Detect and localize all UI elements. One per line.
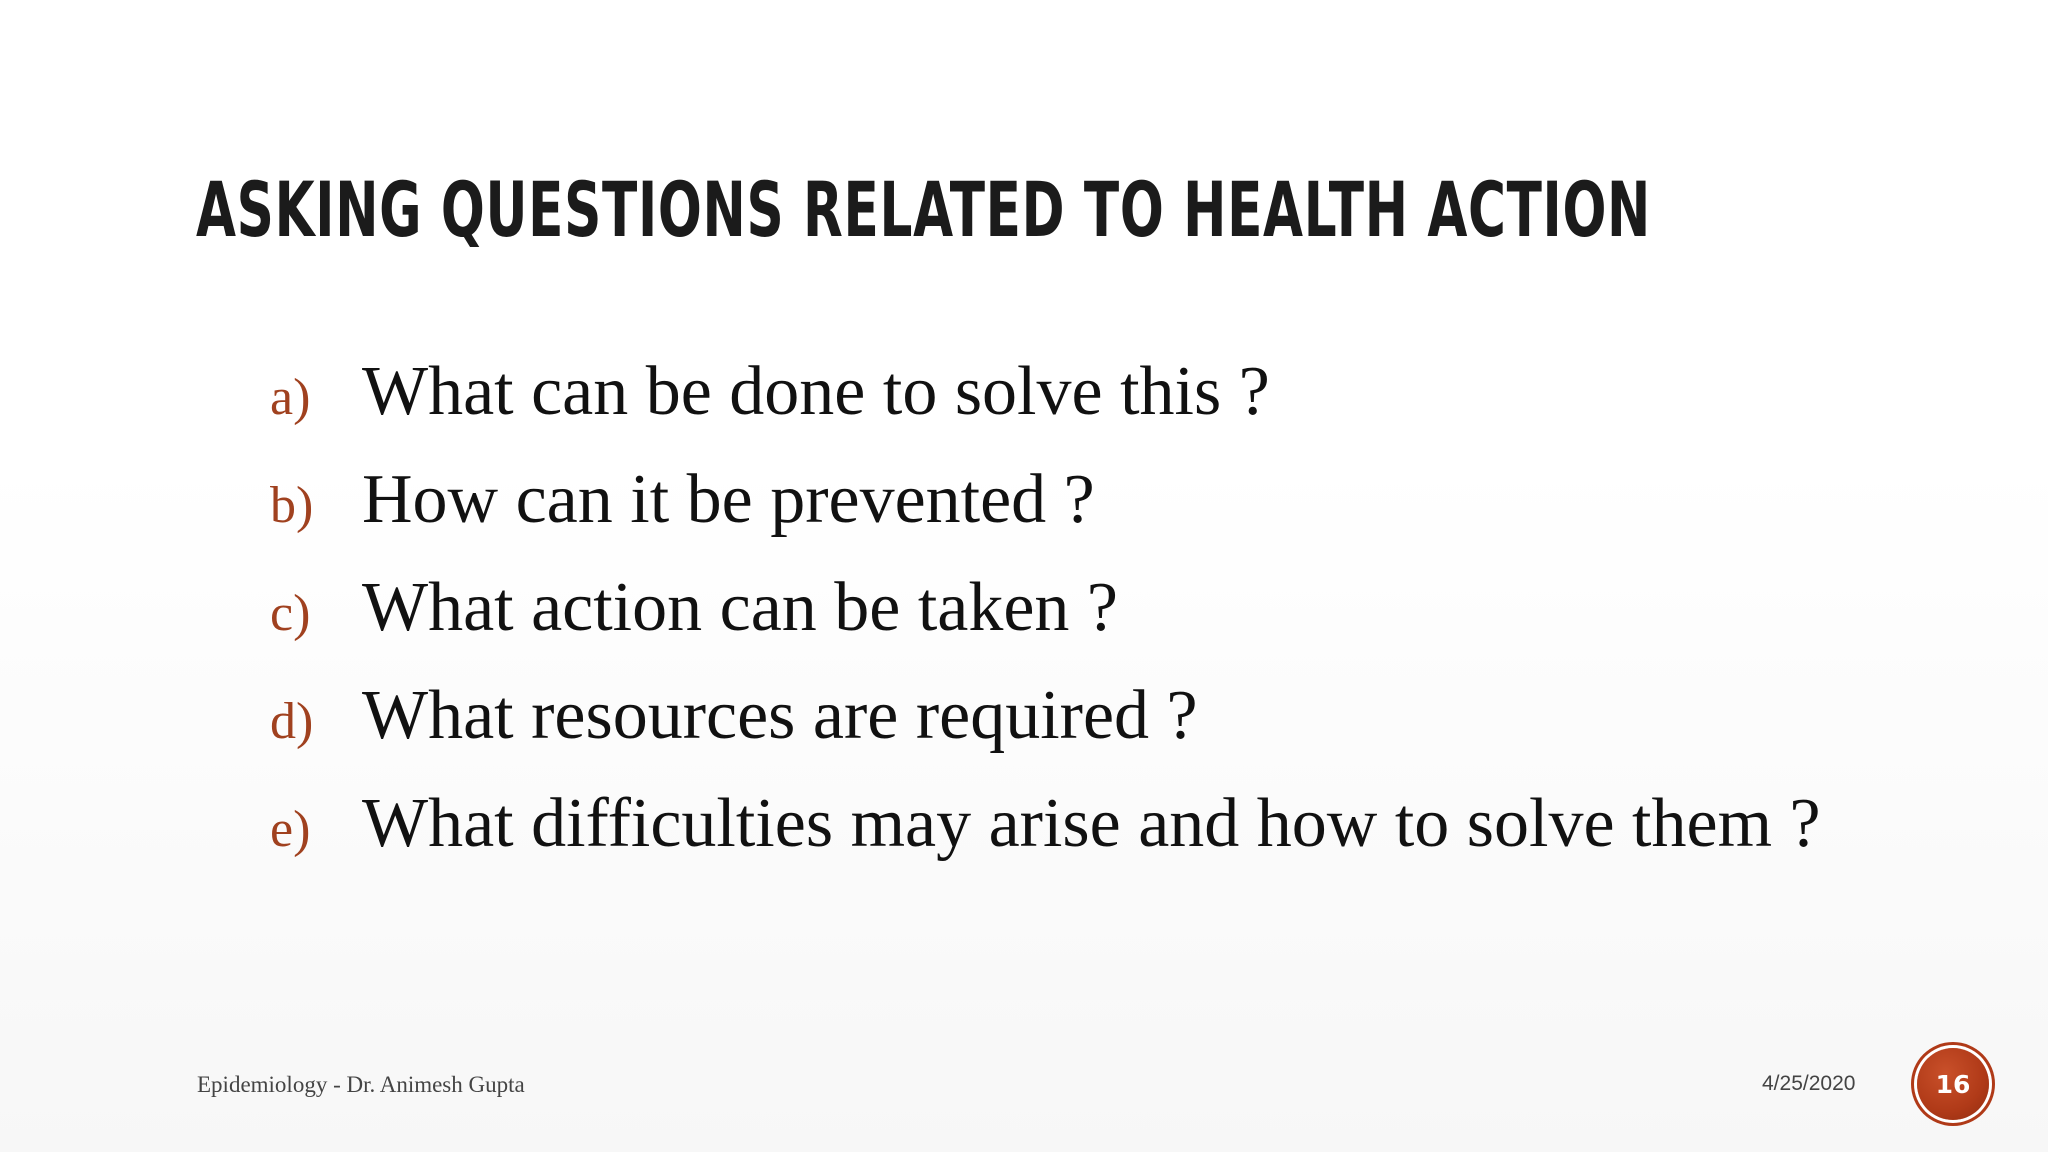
list-item (270, 676, 1970, 784)
list-item-text: What can be done to solve this ? (362, 353, 1270, 430)
list-marker: a) (270, 369, 311, 426)
list-item-text: How can it be prevented ? (362, 461, 1095, 538)
list-marker: e) (270, 801, 311, 858)
list-marker: c) (270, 585, 311, 642)
list-item-text: What action can be taken ? (362, 569, 1118, 646)
footer-date: 4/25/2020 (1762, 1072, 1856, 1095)
footer-text: Epidemiology - Dr. Animesh Gupta (197, 1072, 525, 1097)
list-item-text: What resources are required ? (362, 677, 1198, 754)
list-marker: d) (270, 693, 314, 750)
page-number: 16 (1935, 1069, 1971, 1099)
list-item-text: What difficulties may arise and how to solve them ? (362, 785, 1821, 862)
slide-title: ASKING QUESTIONS RELATED TO HEALTH ACTION (196, 165, 1651, 254)
list-item (270, 460, 1970, 568)
list-item (270, 352, 1970, 460)
question-list (270, 352, 1970, 892)
list-item (270, 784, 1970, 892)
page-number-badge (1917, 1048, 1989, 1120)
list-marker: b) (270, 477, 314, 534)
list-item (270, 568, 1970, 676)
